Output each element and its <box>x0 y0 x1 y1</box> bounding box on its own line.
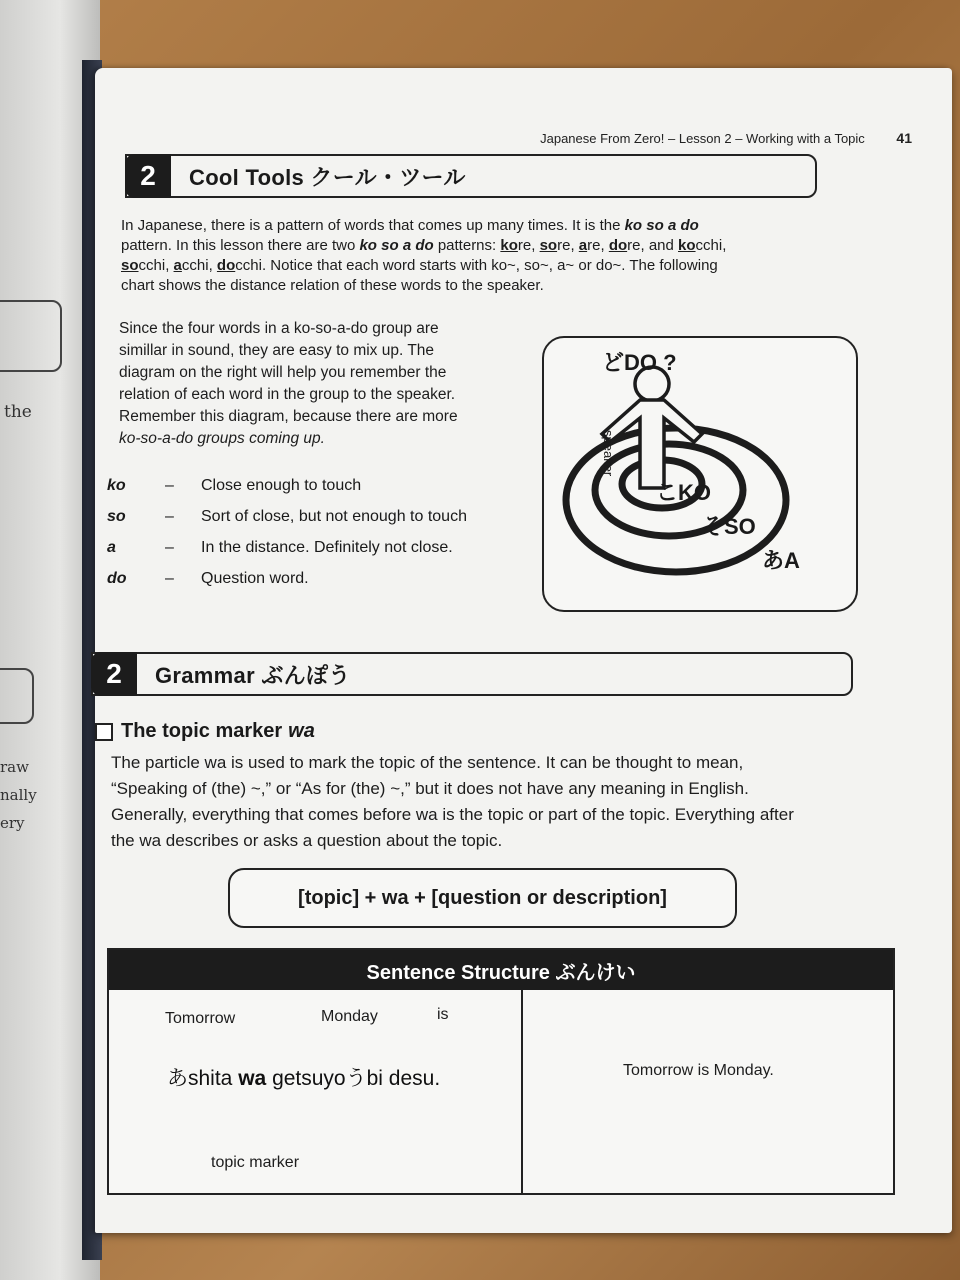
explanation-line: Remember this diagram, because there are more <box>119 408 458 425</box>
list-item <box>107 563 527 594</box>
pattern-suffix: re <box>517 237 532 254</box>
intro-line: Notice that each word starts with ko~, so~, a~ or do~. The following <box>270 257 718 274</box>
facing-page-fragment: nally <box>0 786 37 804</box>
sentence-particle: wa <box>238 1067 267 1090</box>
explanation-line: diagram on the right will help you remember the <box>119 364 447 381</box>
translation: Tomorrow is Monday. <box>623 1062 774 1079</box>
diagram-label-a: あA <box>762 548 800 573</box>
intro-term: ko so a do <box>359 237 434 254</box>
body-line: “Speaking of (the) ~,” or “As for (the) ~,” but it does not have any meaning in English. <box>111 779 749 798</box>
intro-term: ko so a do <box>624 217 699 234</box>
sentence-part: getsuyoうbi desu. <box>272 1067 441 1090</box>
facing-page-box-top <box>0 300 62 372</box>
section-number: 2 <box>91 652 137 696</box>
pattern-prefix: ko <box>678 237 696 254</box>
intro-line: patterns: <box>437 237 497 254</box>
facing-page-fragment: ery <box>0 814 25 832</box>
list-dash: – <box>165 476 174 494</box>
list-item <box>107 470 527 501</box>
cool-tools-header <box>125 154 817 198</box>
sentence-part: あshita <box>167 1067 233 1090</box>
diagram-label-do: どDO ? <box>602 350 677 375</box>
gloss-topic-marker: topic marker <box>211 1154 300 1171</box>
list-definition: Close enough to touch <box>201 476 362 494</box>
running-head-title: Japanese From Zero! – Lesson 2 – Working with a Topic <box>540 131 865 146</box>
topic-marker-body <box>111 750 891 854</box>
facing-page-box-mid <box>0 668 34 724</box>
formula-text: [topic] + wa + [question or description] <box>298 886 667 909</box>
grammar-header <box>91 652 853 696</box>
kosoado-diagram <box>542 336 858 612</box>
diagram-label-ko: こKO <box>656 480 712 505</box>
explanation-line: simillar in sound, they are easy to mix up. The <box>119 342 435 359</box>
intro-line: chart shows the distance relation of these words to the speaker. <box>121 277 544 294</box>
intro-line: pattern. In this lesson there are two <box>121 237 356 254</box>
list-term: ko <box>107 476 126 494</box>
topic-heading-text: The topic marker <box>121 720 283 742</box>
body-line: The particle wa is used to mark the topic of the sentence. It can be thought to mean, <box>111 753 744 772</box>
pattern-prefix: so <box>121 257 139 274</box>
topic-heading-word: wa <box>288 720 315 742</box>
pattern-prefix: so <box>539 237 558 254</box>
list-term: so <box>107 507 126 525</box>
explanation-line: Since the four words in a ko-so-a-do group are <box>119 320 439 337</box>
pattern-prefix: do <box>216 257 236 274</box>
body-line: Generally, everything that comes before wa is the topic or part of the topic. Everything after <box>111 805 794 824</box>
pattern-suffix: cchi <box>181 257 209 274</box>
section-title: Grammar ぶんぽう <box>155 663 351 688</box>
list-definition: Sort of close, but not enough to touch <box>201 507 467 525</box>
cool-tools-intro: In Japanese, there is a pattern of words that comes up many times. It is the ko so a do pattern. In this lesson there are two ko so a do patterns: kore, sore, are, dore, and kocchi, socchi, acchi, docchi. Notice that each word starts with ko~, so~, a~ or do~. The following chart shows the distance relation of these words to the speaker. <box>121 216 811 296</box>
pattern-prefix: do <box>608 237 628 254</box>
list-dash: – <box>165 569 174 587</box>
list-term: do <box>107 569 127 587</box>
list-definition: In the distance. Definitely not close. <box>201 538 453 556</box>
pattern-prefix: a <box>578 237 588 254</box>
diagram-graphic <box>544 338 856 610</box>
intro-line: and <box>648 237 674 254</box>
speaker-figure <box>602 367 702 488</box>
list-dash: – <box>165 538 174 556</box>
list-item <box>107 532 527 563</box>
page-number: 41 <box>896 130 912 146</box>
diagram-label-so: そSO <box>702 514 756 539</box>
pattern-suffix: re <box>627 237 641 254</box>
gloss-is: is <box>437 1006 449 1023</box>
running-head <box>540 130 912 146</box>
kosoado-list <box>107 470 527 594</box>
explanation-line: ko-so-a-do groups coming up. <box>119 430 325 447</box>
gloss-monday: Monday <box>321 1008 378 1025</box>
pattern-suffix: cchi <box>138 257 166 274</box>
pattern-suffix: cchi <box>235 257 262 274</box>
list-term: a <box>107 538 116 556</box>
facing-page-fragment: the <box>4 402 32 422</box>
facing-page-fragment: raw <box>0 758 29 776</box>
list-dash: – <box>165 507 174 525</box>
column-divider <box>521 990 523 1193</box>
topic-marker-heading <box>95 720 315 743</box>
pattern-suffix: cchi <box>695 237 723 254</box>
book-page <box>95 68 952 1233</box>
list-definition: Question word. <box>201 569 309 587</box>
formula-box <box>228 868 737 928</box>
sentence-structure-table <box>107 948 895 1195</box>
gloss-tomorrow: Tomorrow <box>165 1010 236 1027</box>
pattern-prefix: a <box>173 257 182 274</box>
checkbox-icon <box>95 723 113 741</box>
section-title: Cool Tools クール・ツール <box>189 165 466 190</box>
example-sentence <box>167 1062 440 1092</box>
intro-line: In Japanese, there is a pattern of words that comes up many times. It is the <box>121 217 621 234</box>
explanation-line: relation of each word in the group to the speaker. <box>119 386 456 403</box>
pattern-suffix: re <box>557 237 571 254</box>
section-number: 2 <box>125 154 171 198</box>
table-header: Sentence Structure ぶんけい <box>109 950 893 990</box>
list-item <box>107 501 527 532</box>
diagram-label-speaker: speaker <box>601 430 616 477</box>
body-line: the wa describes or asks a question about the topic. <box>111 831 503 850</box>
pattern-suffix: re <box>587 237 601 254</box>
kosoado-explanation <box>119 318 529 450</box>
pattern-prefix: ko <box>500 237 518 254</box>
